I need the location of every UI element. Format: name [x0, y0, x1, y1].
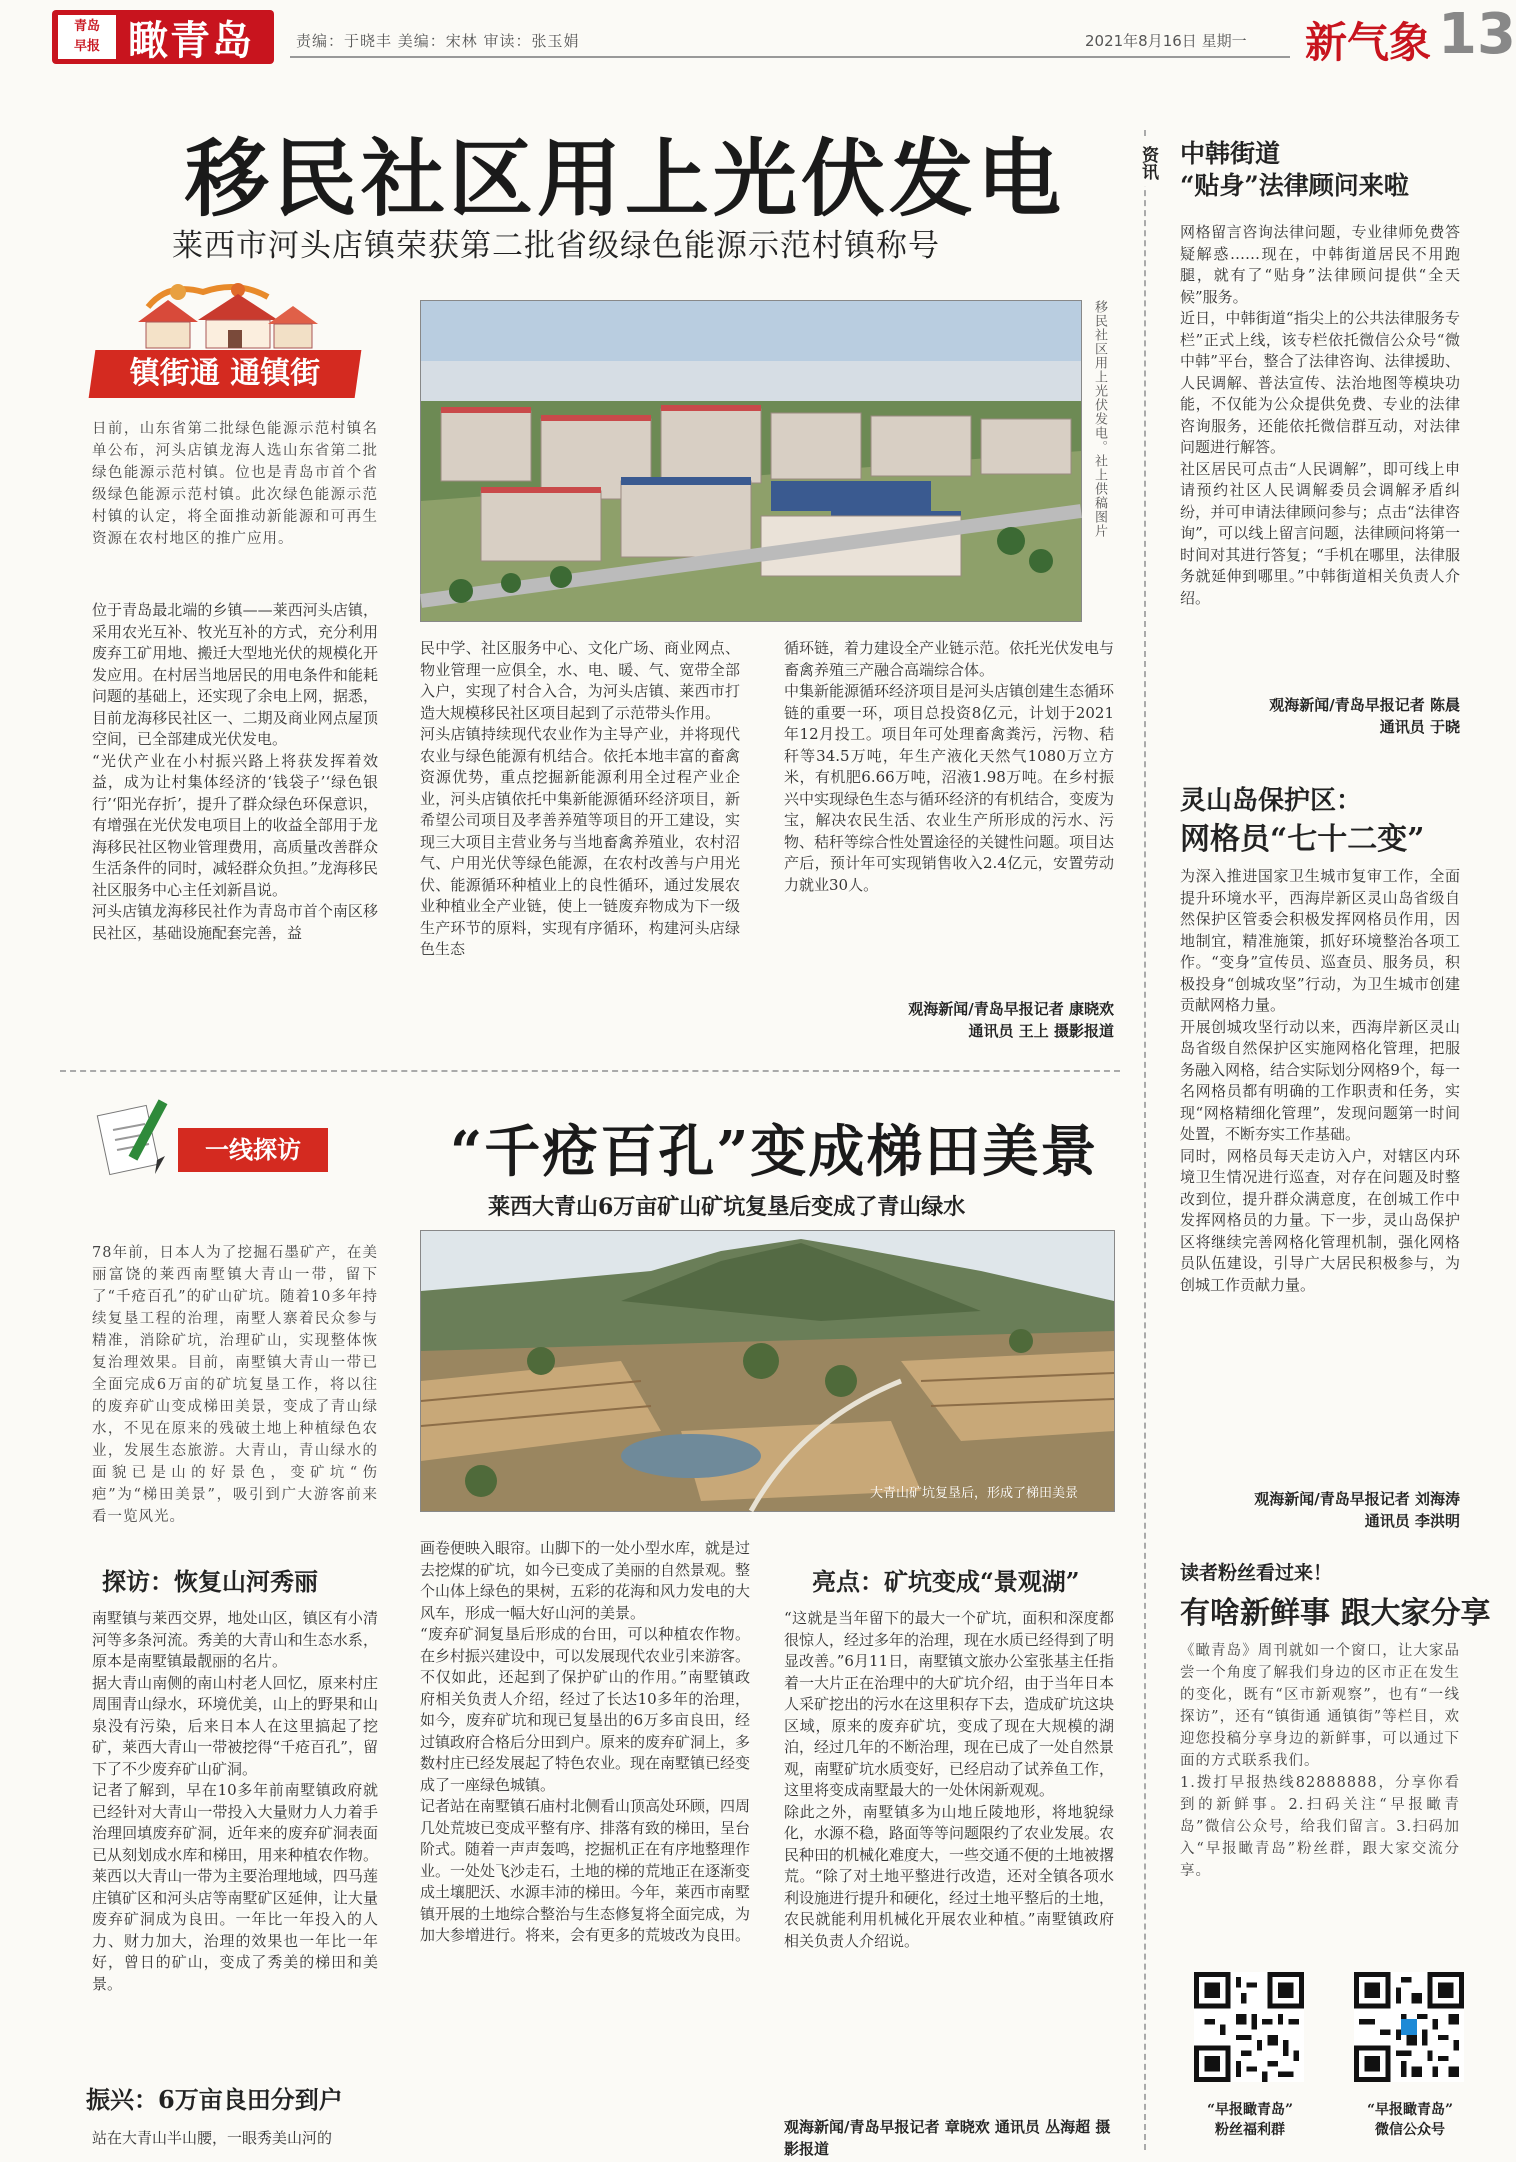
masthead-logo [52, 10, 274, 64]
sidebar-item3-title: 有啥新鲜事 跟大家分享 [1180, 1596, 1491, 1631]
page-header [0, 0, 1516, 70]
lead-byline: 观海新闻/青岛早报记者 康晓欢 通讯员 王上 摄影报道 [908, 1000, 1114, 1040]
second-intro: 78年前，日本人为了挖掘石墨矿产，在美丽富饶的莱西南墅镇大青山一带，留下了“千疮百孔”的矿山矿坑。随着10多年持续复垦工程的治理，南墅人寨着民众参与精准，消除矿坑，治理矿山，实现整体恢复治理效果。目前，南墅镇大青山一带已全面完成6万亩的矿坑复垦工作，将以往的废弃矿山变成梯田美景，变成了青山绿水，不见在原来的残破土地上种植绿色农业，发展生态旅游。大青山，青山绿水的面貌已是山的好景色，变矿坑“伤疤”为“梯田美景”，吸引到广大游客前来看一览风光。 [92, 1245, 378, 1525]
houses-illustration [118, 282, 338, 352]
second-photo [420, 1230, 1115, 1512]
sidebar-divider [1144, 130, 1146, 2150]
second-headline: “千疮百孔”变成梯田美景 [450, 1119, 1099, 1185]
lead-column-3: 循环链，着力建设全产业链示范。依托光伏发电与畜禽养殖三产融合高端综合体。 中集新能源循环经济项目是河头店镇创建生态循环链的重要一环，项目总投资8亿元，计划于2021年12月投工。项目年可处理畜禽粪污，污物、秸秆等34.5万吨，年生产液化天然气1080万立方米，有机肥6.66万吨，沼液1.98万吨。在乡村振兴中实现绿色生态与循环经济的有机结合，变废为宝，解决农民生活、农业生产所形成的污水、污物、秸秆等综合性处置途径的关键性问题。项目达产后，预计年可实现销售收入2.4亿元，安置劳动力就业30人。 [784, 639, 1115, 894]
lead-headline: 移民社区用上光伏发电 [185, 129, 1066, 228]
newspaper-logo-mark: 青岛 早报 [58, 15, 116, 59]
second-column-2: 画卷便映入眼帘。山脚下的一处小型水库，就是过去挖煤的矿坑，如今已变成了美丽的自然景观。整个山体上绿色的果树，五彩的花海和风力发电的大风车，形成一幅大好山河的美景。 “废弃矿洞复垦后形成的台田，可以种植农作物。在乡村振兴建设中，可以发展现代农业引来游客。不仅如此，还起到了保护矿山的作用。”南墅镇政府相关负责人介绍，经过了长达10多年的治理，如今，废弃矿坑和现已复垦出的6万多亩良田，经过镇政府合格后分田到户。原来的废弃矿洞上，多数村庄已经发展起了特色农业。现在南墅镇已经变成了一座绿色城镇。 记者站在南墅镇石庙村北侧看山顶高处环顾，四周几处荒坡已变成平整有序、排落有致的梯田，呈台阶式。随着一声声轰鸣，挖掘机正在有序地整理作业。一处处飞沙走石，土地的梯的荒地正在逐渐变成土壤肥沃、水源丰沛的梯田。今年，莱西市南墅镇开展的土地综合整治与生态修复将全面完成，为加大参增进行。将来，会有更多的荒坡改为良田。 [420, 1539, 751, 1944]
second-column-3: “这就是当年留下的最大一个矿坑，面积和深度都很惊人，经过多年的治理，现在水质已经得到了明显改善。”6月11日，南墅镇文旅办公室张基主任指着一大片正在治理中的大矿坑介绍，由于当年日本人采矿挖出的污水在这里积存下去，造成矿坑这块区域，原来的废弃矿坑，变成了现在大规模的湖泊，经过几年的不断治理，现在已成了一处自然景观，南墅矿坑水质变好，已经启动了试养鱼工作，这里将变成南墅最大的一处休闲新观观。 除此之外，南墅镇多为山地丘陵地形，将地貌绿化，水源不稳，路面等等问题限约了农业发展。农民种田的机械化难度大，一些交通不便的土地被撂荒。“除了对土地平整进行改造，还对全镇各项水利设施进行提升和硬化，经过土地平整后的土地，农民就能利用机械化开展农业种植。”南墅镇政府相关负责人介绍说。 [784, 1609, 1115, 1950]
sidebar-item2-body: 为深入推进国家卫生城市复审工作，全面提升环境水平，西海岸新区灵山岛省级自然保护区管委会积极发挥网格员作用，因地制宜，精准施策，抓好环境整治各项工作。“变身”宣传员、巡查员、服务员，积极投身“创城攻坚”行动，为卫生城市创建贡献网格力量。 开展创城攻坚行动以来，西海岸新区灵山岛省级自然保护区实施网格化管理，把服务融入网格，结合实际划分网格9个，每一名网格员都有明确的工作职责和任务，实现“网格精细化管理”，发现问题第一时间处置，不断夯实工作基础。 同时，网格员每天走访入户，对辖区内环境卫生情况进行巡查，对存在问题及时整改到位，提升群众满意度，在创城工作中发挥网格员的力量。下一步，灵山岛保护区将继续完善网格化管理机制，强化网格员队伍建设，引导广大居民积极参与，为创城工作贡献力量。 [1180, 867, 1460, 1294]
notepad-pen-icon [95, 1092, 185, 1182]
sidebar-item1-title-line2: “贴身”法律顾问来啦 [1180, 171, 1409, 200]
sidebar-item1-byline: 观海新闻/青岛早报记者 陈晨 通讯员 于晓 [1269, 696, 1460, 736]
header-rule [290, 56, 1290, 58]
sidebar-item1-title-line1: 中韩街道 [1180, 139, 1281, 168]
qr-code-icon[interactable] [1354, 1972, 1464, 2082]
second-section-2-body: 站在大青山半山腰，一眼秀美山河的 [92, 2129, 333, 2147]
column-badge-2: 一线探访 [205, 1136, 301, 1164]
column-name: 瞰青岛 [128, 16, 254, 64]
sidebar-item2-title-line1: 灵山岛保护区： [1180, 786, 1363, 816]
lead-column-2: 民中学、社区服务中心、文化广场、商业网点、物业管理一应俱全，水、电、暖、气、宽带全部入户，实现了村合入合，为河头店镇、莱西市打造大规模移民社区项目起到了示范带头作用。 河头店镇持续现代农业作为主导产业，并将现代农业与绿色能源有机结合。依托本地丰富的畜禽资源优势，重点挖掘新能源利用全过程产业企业，河头店镇依托中集新能源循环经济项目，新希望公司项目及孝善养殖等项目的开工建设，实现三大项目主营业务与当地畜禽养殖业，农村沼气、户用光伏等绿色能源，在农村改善与户用光伏、能源循环种植业上的良性循环，通过发展农业种植业全产业链，使上一链废弃物成为下一级生产环节的原料，实现有序循环，构建河头店绿色生态 [420, 639, 740, 958]
editor-credits: 责编：于晓丰 美编：宋林 审读：张玉娟 [296, 32, 580, 50]
lead-intro: 日前，山东省第二批绿色能源示范村镇名单公布，河头店镇龙海人选山东省第二批绿色能源示范村镇。位也是青岛市首个省级绿色能源示范村镇。此次绿色能源示范村镇的认定，将全面推动新能源和可再生资源在农村地区的推广应用。 [92, 421, 378, 547]
sidebar-item1-body: 网格留言咨询法律问题，专业律师免费答疑解惑……现在，中韩街道居民不用跑腿，就有了“贴身”法律顾问提供“全天候”服务。 近日，中韩街道“指尖上的公共法律服务专栏”正式上线，该专栏依托微信公众号“微中韩”平台，整合了法律咨询、法律援助、人民调解、普法宣传、法治地图等模块功能，不仅能为公众提供免费、专业的法律咨询服务，还能依托微信群互动，对法律问题进行解答。 社区居民可点击“人民调解”，即可线上申请预约社区人民调解委员会调解矛盾纠纷，并可申请法律顾问参与；点击“法律咨询”，可以线上留言问题，法律顾问将第一时间对其进行答复；“手机在哪里，法律服务就延伸到哪里。”中韩街道相关负责人介绍。 [1180, 223, 1460, 607]
qr2-label: “早报瞰青岛” 微信公众号 [1366, 2102, 1454, 2138]
qr1-label: “早报瞰青岛” 粉丝福利群 [1206, 2102, 1294, 2138]
page-number: 13 [1438, 2, 1516, 67]
sidebar-item2-byline: 观海新闻/青岛早报记者 刘海涛 通讯员 李洪明 [1254, 1490, 1460, 1530]
sidebar-tag: 资讯 [1136, 140, 1161, 186]
lead-photo [420, 300, 1082, 622]
second-subheadline: 莱西大青山6万亩矿山矿坑复垦后变成了青山绿水 [488, 1194, 966, 1220]
second-section-3-title: 亮点：矿坑变成“景观湖” [812, 1567, 1080, 1596]
sidebar-item2-title-line2: 网格员“七十二变” [1180, 822, 1425, 857]
qr-code-icon[interactable] [1194, 1972, 1304, 2082]
lead-subheadline: 莱西市河头店镇荣获第二批省级绿色能源示范村镇称号 [172, 228, 940, 264]
column-badge: 镇街通 通镇街 [129, 356, 321, 391]
sidebar-item3-kicker: 读者粉丝看过来！ [1180, 1562, 1333, 1584]
sidebar-item3-body: 《瞰青岛》周刊就如一个窗口，让大家品尝一个角度了解我们身边的区市正在发生的变化，既有“区市新观察”，也有“一线探访”，还有“镇街通 通镇街”等栏目，欢迎您投稿分享身边的新鲜事，可以通过下面的方式联系我们。 1.拨打早报热线82888888，分享你看到的新鲜事。2.扫码关注“早报瞰青岛”微信公众号，给我们留言。3.扫码加入“早报瞰青岛”粉丝群，跟大家交流分享。 [1180, 1643, 1460, 1879]
second-section-2-title: 振兴：6万亩良田分到户 [86, 2085, 343, 2114]
lead-photo-caption: 移民社区用上光伏发电。社上供稿图片 [1092, 300, 1107, 538]
second-photo-caption: 大青山矿坑复垦后，形成了梯田美景 [870, 1486, 1079, 1501]
section-name: 新气象 [1305, 18, 1432, 67]
issue-date: 2021年8月16日 星期一 [1085, 32, 1247, 50]
second-byline: 观海新闻/青岛早报记者 章晓欢 通讯员 丛海超 摄影报道 [784, 2118, 1111, 2158]
section-divider [60, 1070, 1120, 1072]
second-section-1-title: 探访：恢复山河秀丽 [102, 1567, 318, 1596]
lead-column-1: 位于青岛最北端的乡镇——莱西河头店镇，采用农光互补、牧光互补的方式，充分利用废弃工矿用地、搬迁大型地光伏的规模化开发应用。在村居当地居民的用电条件和能耗问题的基础上，还实现了余电上网，据悉，目前龙海移民社区一、二期及商业网点屋顶空间，已全部建成光伏发电。 “光伏产业在小村振兴路上将获发挥着效益，成为让村集体经济的‘钱袋子’‘绿色银行’‘阳光存折’，提升了群众绿色环保意识，有增强在光伏发电项目上的收益全部用于龙海移民社区物业管理费用，高质量改善群众生活条件的同时，减轻群众负担。”龙海移民社区服务中心主任刘新昌说。 河头店镇龙海移民社作为青岛市首个南区移民社区，基础设施配套完善，益 [92, 601, 378, 942]
second-section-1-body: 南墅镇与莱西交界，地处山区，镇区有小清河等多条河流。秀美的大青山和生态水系，原本是南墅镇最靓丽的名片。 据大青山南侧的南山村老人回忆，原来村庄周围青山绿水，环境优美，山上的野果和山泉没有污染，后来日本人在这里搞起了挖矿，莱西大青山一带被挖得“千疮百孔”，留下了不少废弃矿山矿洞。 记者了解到，早在10多年前南墅镇政府就已经针对大青山一带投入大量财力人力着手治理回填废弃矿洞，近年来的废弃矿洞表面已从刻划成水库和梯田，用来种植农作物。莱西以大青山一带为主要治理地域，四马莲庄镇矿区和河头店等南墅矿区延伸，让大量废弃矿洞成为良田。一年比一年投入的人力、财力加大，治理的效果也一年比一年好，曾日的矿山，变成了秀美的梯田和美景。 [92, 1609, 378, 1993]
